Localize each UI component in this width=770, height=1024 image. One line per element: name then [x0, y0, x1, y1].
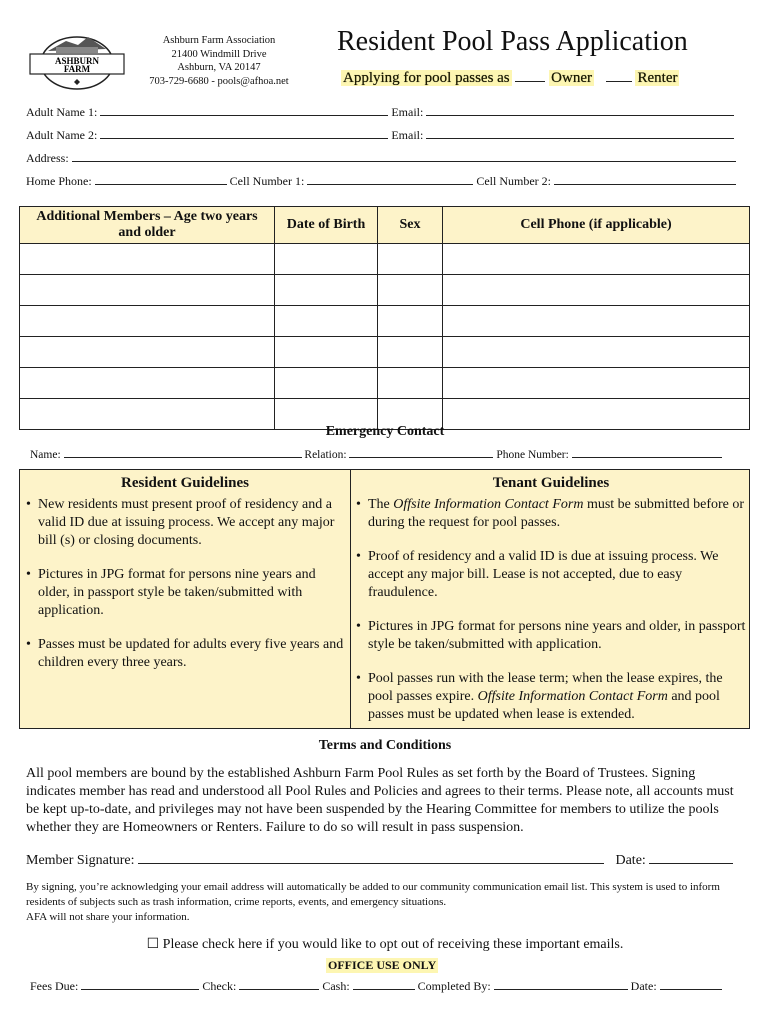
check-field[interactable]: [239, 978, 319, 990]
table-cell[interactable]: [20, 368, 275, 399]
dob-col-header: Date of Birth: [275, 207, 378, 244]
table-cell[interactable]: [443, 337, 750, 368]
table-cell[interactable]: [275, 368, 378, 399]
home-phone-field[interactable]: [95, 173, 227, 185]
tenant-guidelines-title: Tenant Guidelines: [492, 475, 610, 491]
opt-out-checkbox[interactable]: ☐: [146, 937, 160, 952]
fees-due-field[interactable]: [81, 978, 199, 990]
office-use-row: [30, 978, 722, 994]
table-row: [20, 275, 750, 306]
emergency-phone-field[interactable]: [572, 446, 722, 458]
logo-line1: ASHBURN: [54, 56, 100, 66]
members-col-header: Additional Members – Age two years and older: [20, 207, 275, 244]
cell-2-field[interactable]: [554, 173, 736, 185]
cash-field[interactable]: [353, 978, 415, 990]
address-label: Address:: [26, 151, 69, 165]
list-item: • Proof of residency and a valid ID is due at issuing process. We accept any major bill. Lease is not accepted, due to easy fraudulence.: [352, 548, 750, 602]
opt-out-row: [0, 936, 770, 953]
sex-col-header: Sex: [378, 207, 443, 244]
resident-guidelines-title: Resident Guidelines: [121, 475, 249, 491]
emergency-relation-field[interactable]: [349, 446, 493, 458]
list-item: • Passes must be updated for adults every five years and children every three years.: [22, 636, 348, 672]
check-label: Check:: [202, 979, 237, 993]
table-cell[interactable]: [275, 244, 378, 275]
cell-1-label: Cell Number 1:: [229, 174, 305, 188]
email-2-field[interactable]: [426, 127, 734, 139]
renter-blank[interactable]: [606, 70, 632, 82]
emergency-contact-title: Emergency Contact: [325, 424, 445, 439]
cash-label: Cash:: [322, 979, 350, 993]
email-1-field[interactable]: [426, 104, 734, 116]
table-cell[interactable]: [275, 275, 378, 306]
table-cell[interactable]: [275, 337, 378, 368]
table-cell[interactable]: [378, 337, 443, 368]
list-item: • Pictures in JPG format for persons nine years and older, in passport style be taken/submitted with application.: [352, 618, 750, 654]
owner-blank[interactable]: [515, 70, 545, 82]
logo-line2: FARM: [63, 64, 91, 74]
ashburn-farm-logo: [26, 31, 128, 91]
table-cell[interactable]: [20, 275, 275, 306]
applying-as-line: [341, 70, 679, 87]
email-2-label: Email:: [391, 128, 424, 142]
form-title: Resident Pool Pass Application: [337, 26, 688, 57]
owner-label: Owner: [551, 70, 592, 86]
adult-name-1-field[interactable]: [100, 104, 388, 116]
address-field[interactable]: [72, 150, 736, 162]
list-item: • The Offsite Information Contact Form must be submitted before or during the request for pool passes.: [352, 496, 750, 532]
list-item: • Pool passes run with the lease term; when the lease expires, the pool passes expire. Offsite Information Contact Form and pool passes must be updated when lease is extended.: [352, 670, 750, 724]
tenant-guidelines: [352, 470, 750, 740]
emergency-phone-label: Phone Number:: [496, 449, 569, 461]
adult-name-1-label: Adult Name 1:: [26, 105, 98, 119]
opt-out-label: Please check here if you would like to opt out of receiving these important emails.: [162, 937, 624, 952]
adult-name-2-row: [26, 127, 734, 143]
office-date-label: Date:: [630, 979, 657, 993]
completed-by-field[interactable]: [494, 978, 628, 990]
office-use-title: OFFICE USE ONLY: [328, 958, 437, 972]
email-1-label: Email:: [391, 105, 424, 119]
terms-text: All pool members are bound by the established Ashburn Farm Pool Rules as set forth by the Board of Trustees. Signing indicates member has read and understood all Pool Rules and Policies and agrees to their terms. Please note, all accounts must be kept up-to-date, and privileges may not have been suspended by the Hearing Committee for members to utilize the pools whether they are Homeowners or Renters. Failure to do so will result in pass suspension.: [26, 766, 734, 835]
table-cell[interactable]: [20, 306, 275, 337]
table-row: [20, 306, 750, 337]
table-cell[interactable]: [443, 275, 750, 306]
table-cell[interactable]: [443, 368, 750, 399]
org-address-block: [128, 34, 310, 88]
list-item: • New residents must present proof of residency and a valid ID due at issuing process. We accept any major bill (s) or closing documents.: [22, 496, 348, 550]
fees-due-label: Fees Due:: [30, 979, 79, 993]
cell-col-header: Cell Phone (if applicable): [443, 207, 750, 244]
email-disclaimer: [26, 880, 748, 925]
emergency-contact-row: [30, 446, 722, 461]
signature-date-field[interactable]: [649, 850, 733, 864]
disclaimer-line1: By signing, you’re acknowledging your email address will automatically be added to our community communication email list. This system is used to inform residents of subjects such as trash information, crime reports, events, and emergency situations.: [26, 881, 720, 908]
table-cell[interactable]: [378, 306, 443, 337]
signature-label: Member Signature:: [26, 853, 135, 868]
table-cell[interactable]: [20, 337, 275, 368]
table-cell[interactable]: [443, 244, 750, 275]
signature-field[interactable]: [138, 850, 604, 864]
disclaimer-line2: AFA will not share your information.: [26, 911, 190, 923]
org-street: 21400 Windmill Drive: [171, 48, 267, 60]
signature-date-label: Date:: [615, 853, 646, 868]
org-contact: 703-729-6680 - pools@afhoa.net: [149, 75, 289, 87]
table-row: [20, 368, 750, 399]
signature-row: [26, 850, 733, 869]
table-cell[interactable]: [443, 306, 750, 337]
resident-guidelines: [22, 470, 348, 688]
home-phone-label: Home Phone:: [26, 174, 92, 188]
org-city: Ashburn, VA 20147: [177, 62, 261, 73]
terms-title: Terms and Conditions: [318, 738, 452, 753]
applying-prefix: Applying for pool passes as: [343, 70, 510, 86]
emergency-name-label: Name:: [30, 449, 61, 461]
org-name: Ashburn Farm Association: [162, 35, 276, 46]
guidelines-divider: [350, 470, 351, 728]
table-cell[interactable]: [378, 275, 443, 306]
cell-2-label: Cell Number 2:: [476, 174, 551, 188]
cell-1-field[interactable]: [307, 173, 473, 185]
table-row: [20, 337, 750, 368]
table-cell[interactable]: [275, 306, 378, 337]
office-date-field[interactable]: [660, 978, 722, 990]
adult-name-1-row: [26, 104, 734, 120]
table-row: [20, 244, 750, 275]
table-cell[interactable]: [378, 368, 443, 399]
emergency-name-field[interactable]: [64, 446, 302, 458]
adult-name-2-field[interactable]: [100, 127, 388, 139]
completed-by-label: Completed By:: [417, 979, 491, 993]
list-item: • Pictures in JPG format for persons nine years and older, in passport style be taken/submitted with application.: [22, 566, 348, 620]
additional-members-table: [19, 206, 750, 430]
address-row: [26, 150, 736, 166]
phone-row: [26, 173, 736, 189]
renter-label: Renter: [637, 70, 678, 86]
table-header-row: [20, 207, 750, 244]
table-cell[interactable]: [20, 244, 275, 275]
table-cell[interactable]: [378, 244, 443, 275]
emergency-relation-label: Relation:: [304, 449, 347, 461]
adult-name-2-label: Adult Name 2:: [26, 128, 98, 142]
guidelines-box: [19, 469, 750, 729]
